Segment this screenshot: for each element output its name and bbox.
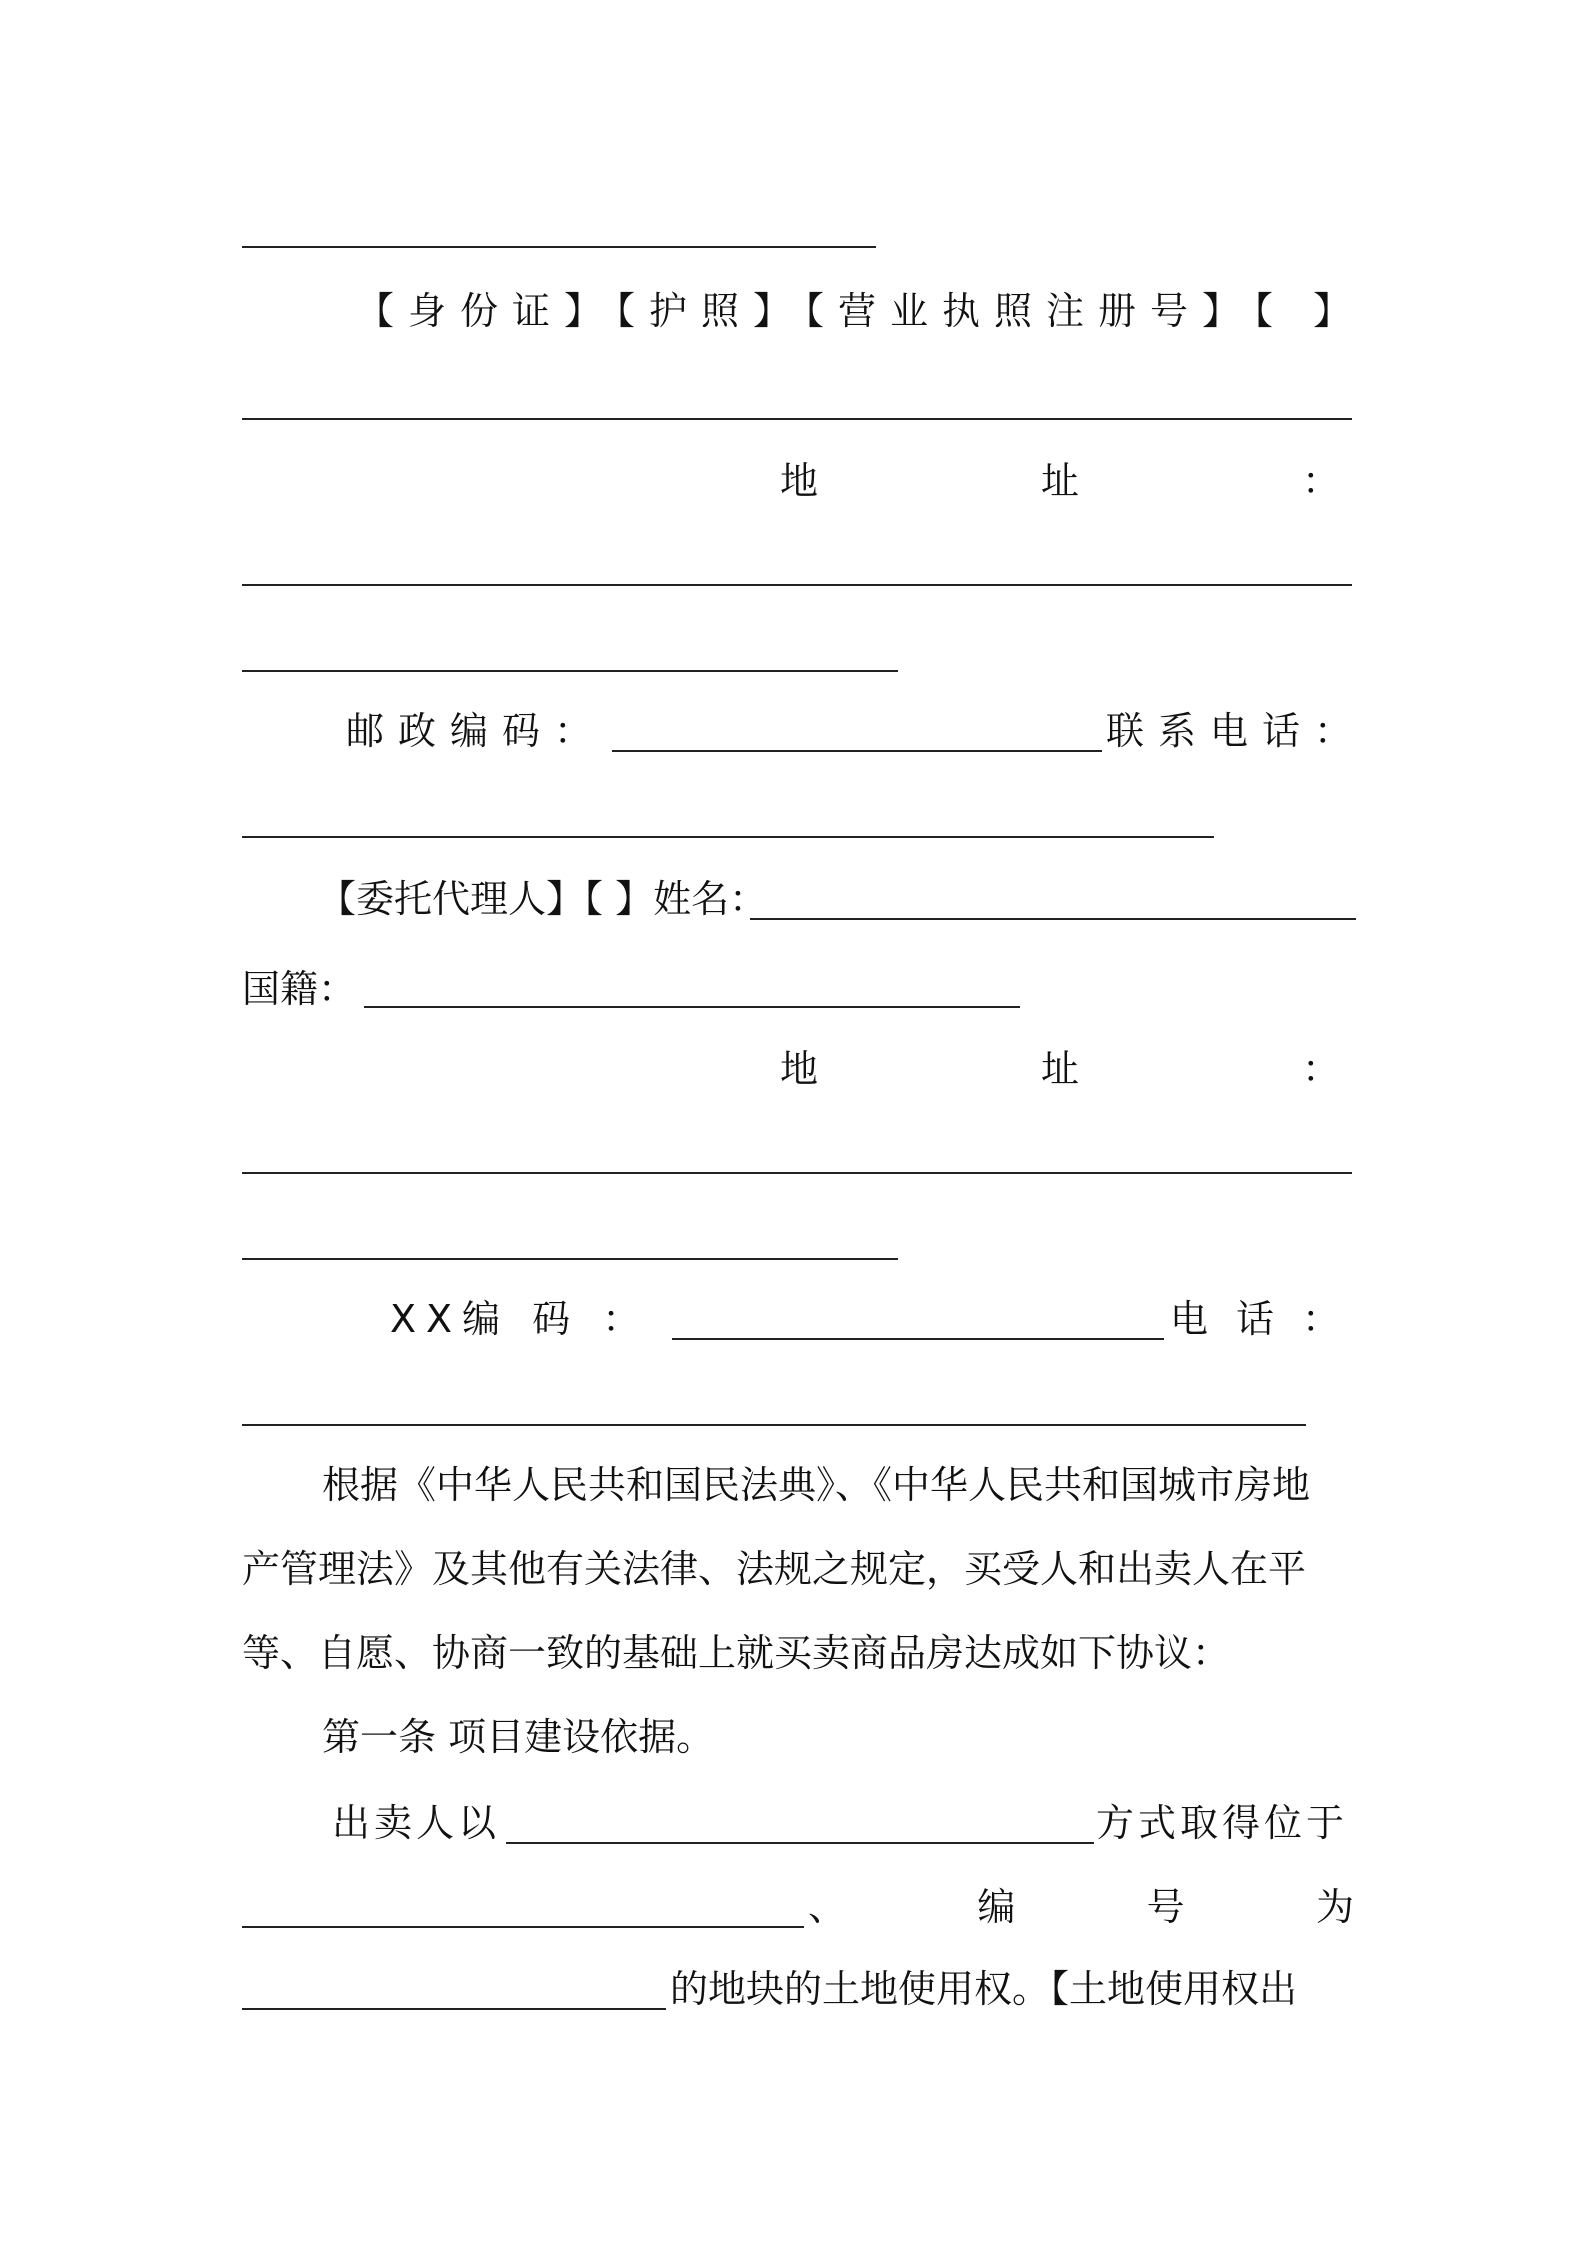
address-char-1: 地 — [780, 459, 819, 503]
agent-address-label-row — [780, 1046, 1340, 1092]
agent-name-label: 【委托代理人】【 】姓名： — [318, 877, 768, 921]
address-char-2: 址 — [1040, 1047, 1079, 1091]
phone-colon: ： — [1301, 1297, 1340, 1341]
intro-line-2: 产管理法》及其他有关法律、法规之规定，买受人和出卖人在平 — [242, 1547, 1307, 1591]
blank-line[interactable] — [242, 1172, 1352, 1174]
postal-code-label: 邮政编码： — [346, 709, 607, 753]
postal-code-field[interactable] — [612, 750, 1102, 752]
number-char-3: 为 — [1315, 1885, 1354, 1929]
blank-line[interactable] — [242, 418, 1352, 420]
parcel-number-field[interactable] — [242, 2008, 666, 2010]
comma-char: 、 — [808, 1885, 847, 1929]
nationality-label: 国籍： — [242, 967, 357, 1011]
blank-line[interactable] — [242, 1258, 898, 1260]
location-field[interactable] — [242, 1926, 804, 1928]
contact-phone-label: 联系电话： — [1106, 709, 1367, 753]
acquisition-method-field[interactable] — [506, 1842, 1094, 1844]
intro-line-1: 根据《中华人民共和国民法典》、《中华人民共和国城市房地 — [322, 1463, 1311, 1507]
number-as-row — [808, 1884, 1354, 1930]
seller-prefix: 出卖人以 — [332, 1801, 501, 1845]
intro-line-3: 等、自愿、协商一致的基础上就买卖商品房达成如下协议： — [242, 1631, 1231, 1675]
nationality-field[interactable] — [364, 1006, 1020, 1008]
address-char-2: 址 — [1040, 459, 1079, 503]
agent-name-field[interactable] — [750, 918, 1356, 920]
xx-code-field[interactable] — [672, 1338, 1164, 1340]
id-types-line: 【身份证】【护照】【营业执照注册号】【 】 — [356, 289, 1366, 333]
address-char-1: 地 — [780, 1047, 819, 1091]
address-label-row — [780, 458, 1340, 504]
blank-line[interactable] — [242, 246, 876, 248]
phone-label-row — [1170, 1296, 1340, 1342]
blank-line[interactable] — [242, 836, 1214, 838]
article-1-title: 第一条 项目建设依据。 — [322, 1715, 715, 1759]
xx-code-label: XX编 码 ： — [390, 1297, 651, 1341]
land-suffix: 的地块的土地使用权。【土地使用权出 — [670, 1967, 1298, 2011]
address-colon: ： — [1301, 1047, 1340, 1091]
number-char-1: 编 — [977, 1885, 1016, 1929]
blank-line[interactable] — [242, 670, 898, 672]
blank-line[interactable] — [242, 584, 1352, 586]
blank-line[interactable] — [242, 1424, 1306, 1426]
seller-mid: 方式取得位于 — [1096, 1801, 1349, 1845]
phone-char-2: 话 — [1235, 1297, 1274, 1341]
address-colon: ： — [1301, 459, 1340, 503]
number-char-2: 号 — [1146, 1885, 1185, 1929]
phone-char-1: 电 — [1170, 1297, 1209, 1341]
